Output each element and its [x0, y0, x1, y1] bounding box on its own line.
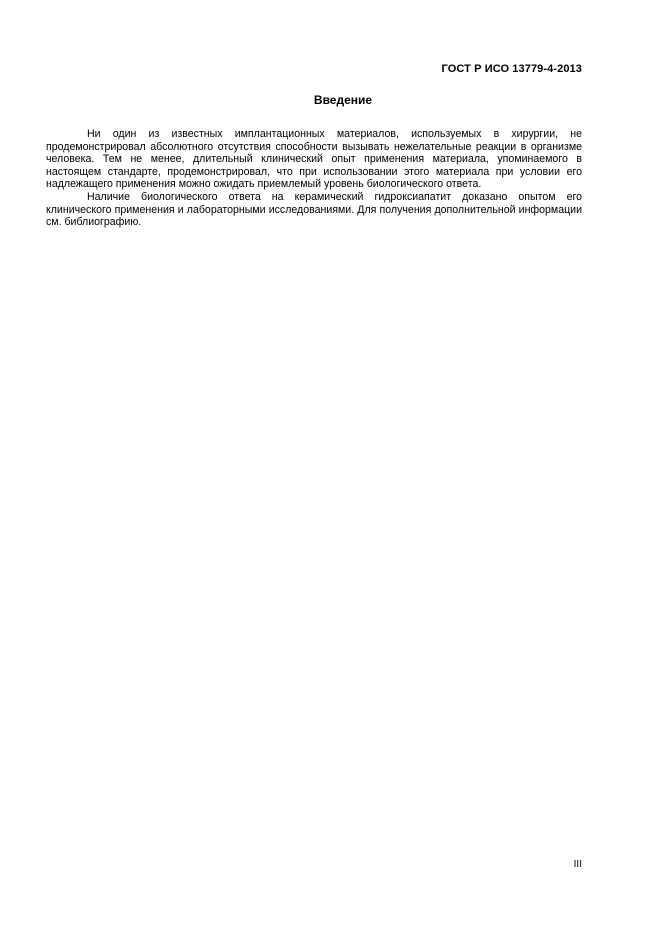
page-number: III [573, 859, 582, 870]
paragraph: Наличие биологического ответа на керамический гидроксиапатит доказано опытом его клинического применения и лабораторными исследованиями. Для получения дополнительной информации см. библиографию. [46, 190, 582, 229]
paragraph: Ни один из известных имплантационных материалов, используемых в хирургии, не продемонстрировал абсолютного отсутствия способности вызывать нежелательные реакции в организме человека. Тем не менее, длительный клинический опыт применения материала, упоминаемого в настоящем стандарте, продемонстрировал, что при использовании этого материала при условии его надлежащего применения можно ожидать приемлемый уровень биологического ответа. [46, 128, 582, 191]
section-title: Введение [313, 93, 373, 107]
body-text [46, 128, 582, 229]
document-code-header: ГОСТ Р ИСО 13779-4-2013 [441, 63, 582, 75]
